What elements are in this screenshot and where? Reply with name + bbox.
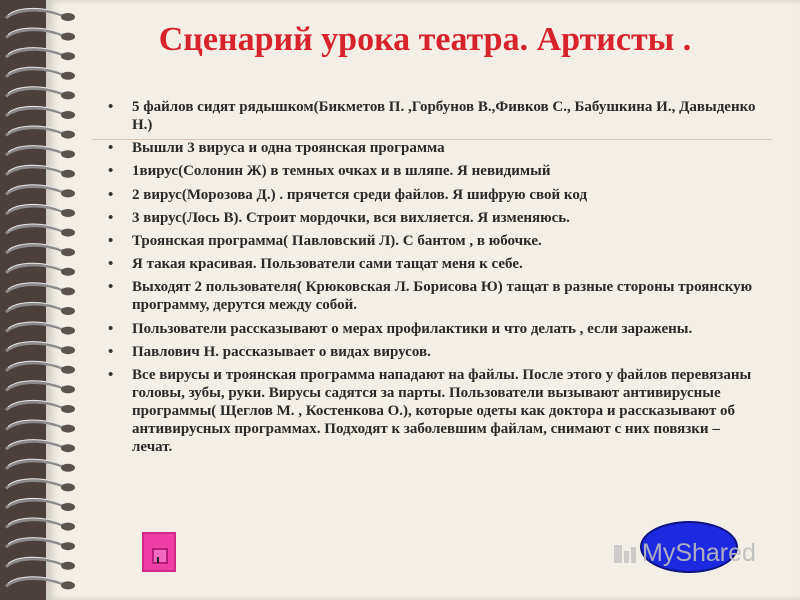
spiral-hole [61,581,75,589]
spiral-hole [61,52,75,60]
home-icon [152,548,168,564]
spiral-hole [61,483,75,491]
list-item: • 1вирус(Солонин Ж) в темных очках и в шляпе. Я невидимый [108,162,758,180]
list-item: • Пользователи рассказывают о мерах профилактики и что делать , если заражены. [108,320,758,338]
spiral-hole [61,189,75,197]
home-button[interactable] [142,532,176,572]
list-item: • Выходят 2 пользователя( Крюковская Л. Борисова Ю) тащат в разные стороны троянскую программу, дерутся между собой. [108,278,758,314]
watermark [612,537,768,577]
spiral-hole [61,444,75,452]
spiral-hole [61,562,75,570]
spiral-hole [61,248,75,256]
watermark-text: MyShared [642,539,756,567]
spiral-hole [61,33,75,41]
home-icon-detail [157,557,159,563]
slide-title: Сценарий урока театра. Артисты . [158,21,692,58]
spiral-hole [61,111,75,119]
spiral-hole [61,346,75,354]
spiral-hole [61,268,75,276]
spiral-hole [61,72,75,80]
list-item: • Вышли 3 вируса и одна троянская программа [108,139,758,157]
list-item: • Троянская программа( Павловский Л). С бантом , в юбочке. [108,232,758,250]
list-item: • 2 вирус(Морозова Д.) . прячется среди файлов. Я шифрую свой код [108,186,758,204]
list-item: • 3 вирус(Лось В). Строит мордочки, вся вихляется. Я изменяюсь. [108,209,758,227]
list-item: • Павлович Н. рассказывает о видах вирусов. [108,343,758,361]
list-item: • Все вирусы и троянская программа нападают на файлы. После этого у файлов перевязаны головы, зубы, руки. Вирусы садятся за парты. Пользователи вызывают антивирусные программы( Щеглов М. , Костенкова О.), которые одеты как доктора и рассказывают об антивирусных программах. Подходят к заболевшим файлам, снимают с них повязки – лечат. [108,366,758,456]
spiral-hole [61,523,75,531]
spiral-hole [61,425,75,433]
bullet-list [108,98,758,461]
list-item: • Я такая красивая. Пользователи сами тащат меня к себе. [108,255,758,273]
spiral-hole [61,464,75,472]
spiral-hole [61,150,75,158]
spiral-hole [61,287,75,295]
spiral-hole [61,13,75,21]
spiral-hole [61,170,75,178]
spiral-hole [61,366,75,374]
spiral-hole [61,542,75,550]
spiral-hole [61,385,75,393]
myshared-logo-icon [612,541,638,567]
spiral-hole [61,91,75,99]
spiral-hole [61,131,75,139]
spiral-hole [61,307,75,315]
spiral-hole [61,327,75,335]
list-item: • 5 файлов сидят рядышком(Бикметов П. ,Горбунов В.,Фивков С., Бабушкина И., Давыденко Н.) [108,98,758,134]
spiral-hole [61,209,75,217]
spiral-hole [61,503,75,511]
spiral-hole [61,405,75,413]
spiral-binding [0,0,80,600]
spiral-hole [61,229,75,237]
